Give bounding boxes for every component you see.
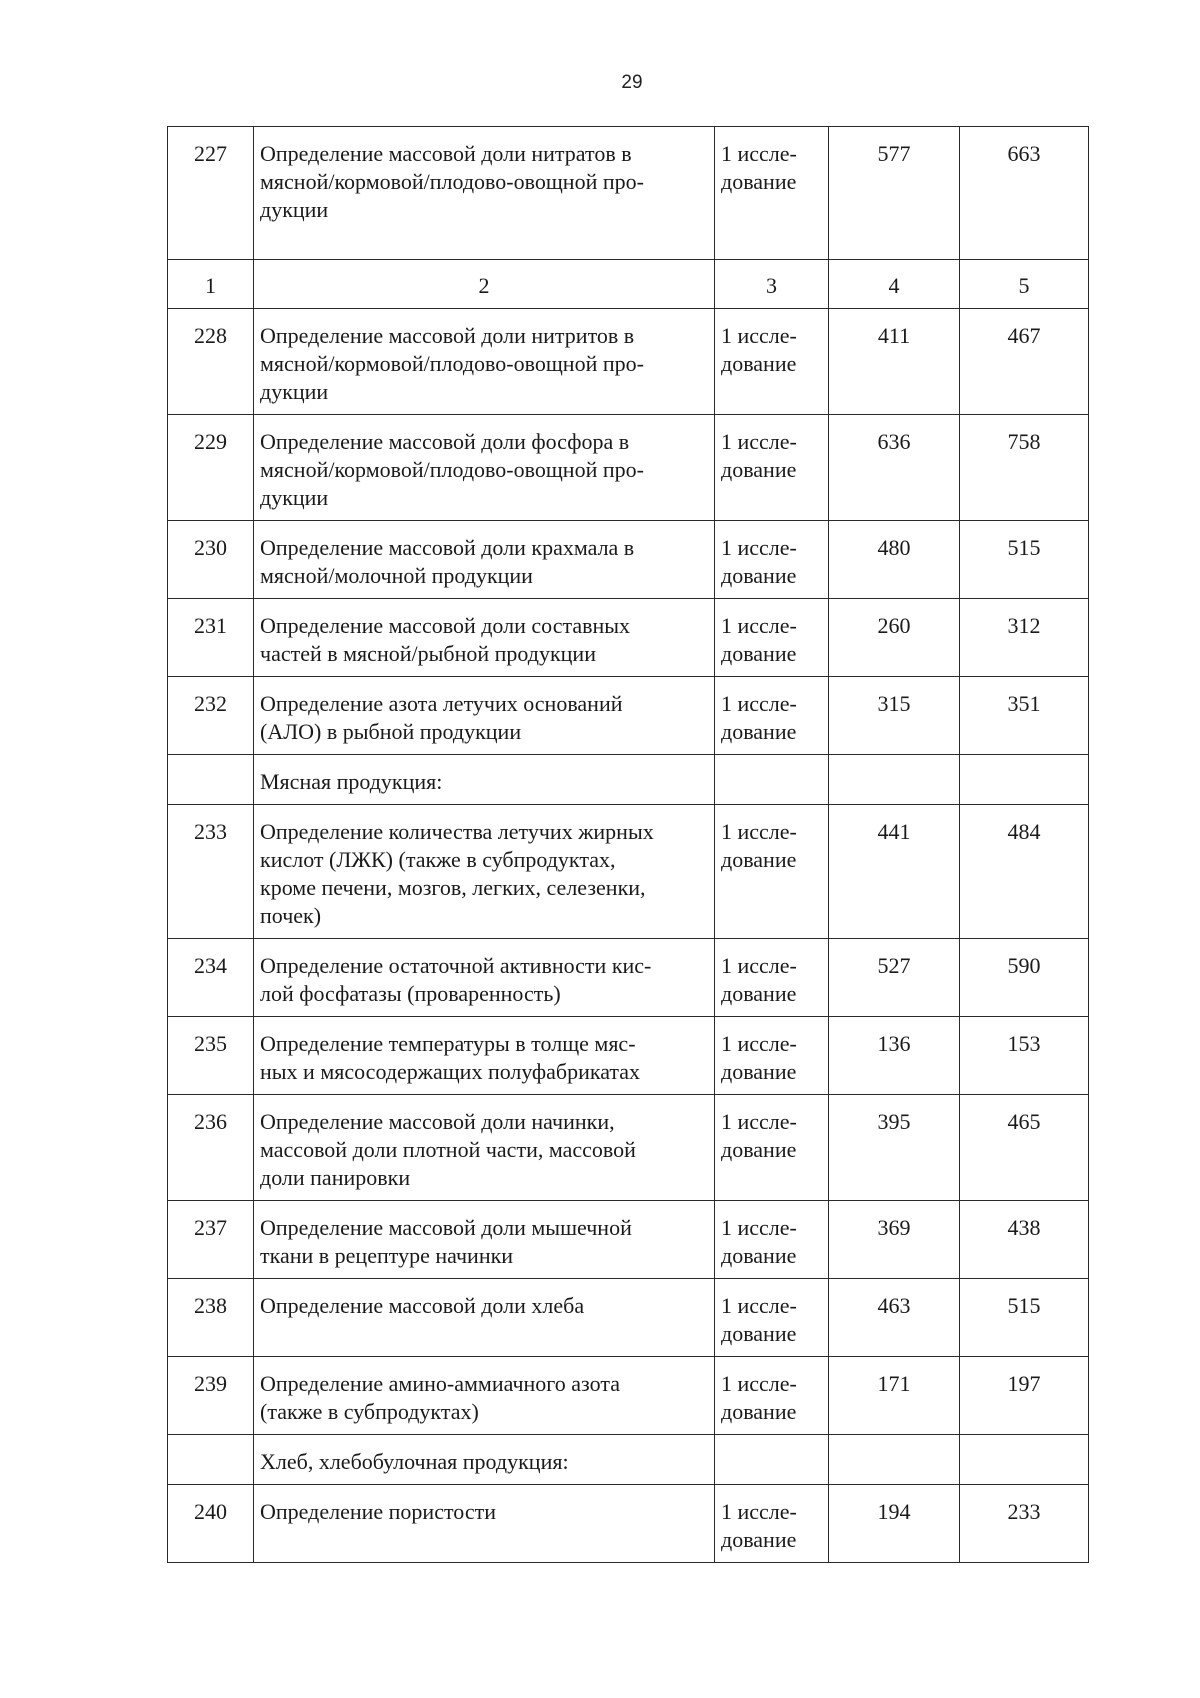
unit	[715, 1435, 829, 1485]
col-number-1: 1	[168, 260, 254, 309]
col-number-4: 4	[829, 260, 960, 309]
section-row	[168, 1435, 1089, 1485]
price-col-5: 758	[960, 415, 1089, 521]
price-col-4: 480	[829, 521, 960, 599]
price-col-5: 312	[960, 599, 1089, 677]
table-row	[168, 521, 1089, 599]
unit	[715, 755, 829, 805]
row-number: 227	[168, 127, 254, 260]
table-row	[168, 309, 1089, 415]
service-description: Определение массовой доли крахмала в мясной/молочной продукции	[254, 521, 715, 599]
price-col-5: 484	[960, 805, 1089, 939]
unit: 1 иссле- дование	[715, 677, 829, 755]
service-description: Определение температуры в толще мяс- ных и мясосодержащих полуфабрикатах	[254, 1017, 715, 1095]
page-number: 29	[621, 72, 643, 93]
price-col-4: 194	[829, 1485, 960, 1563]
table-row	[168, 1279, 1089, 1357]
col-number-5: 5	[960, 260, 1089, 309]
col-number-3: 3	[715, 260, 829, 309]
table-row	[168, 1357, 1089, 1435]
service-description: Определение массовой доли составных частей в мясной/рыбной продукции	[254, 599, 715, 677]
row-number: 235	[168, 1017, 254, 1095]
price-col-4: 577	[829, 127, 960, 260]
table-row	[168, 1017, 1089, 1095]
price-col-4	[829, 755, 960, 805]
unit: 1 иссле- дование	[715, 521, 829, 599]
row-number: 237	[168, 1201, 254, 1279]
row-number: 230	[168, 521, 254, 599]
table-row	[168, 1485, 1089, 1563]
table-row	[168, 805, 1089, 939]
price-col-5: 590	[960, 939, 1089, 1017]
unit: 1 иссле- дование	[715, 1201, 829, 1279]
row-number: 238	[168, 1279, 254, 1357]
table-row	[168, 599, 1089, 677]
unit: 1 иссле- дование	[715, 1279, 829, 1357]
service-description: Определение азота летучих оснований (АЛО) в рыбной продукции	[254, 677, 715, 755]
price-col-5: 197	[960, 1357, 1089, 1435]
price-col-5: 233	[960, 1485, 1089, 1563]
table-row	[168, 127, 1089, 260]
table-row	[168, 677, 1089, 755]
column-number-header-row	[168, 260, 1089, 309]
service-description: Определение массовой доли нитратов в мясной/кормовой/плодово-овощной про- дукции	[254, 127, 715, 260]
table-row	[168, 415, 1089, 521]
unit: 1 иссле- дование	[715, 1095, 829, 1201]
row-number: 233	[168, 805, 254, 939]
service-description: Определение амино-аммиачного азота (также в субпродуктах)	[254, 1357, 715, 1435]
unit: 1 иссле- дование	[715, 1357, 829, 1435]
service-description: Определение массовой доли фосфора в мясной/кормовой/плодово-овощной про- дукции	[254, 415, 715, 521]
price-col-4: 171	[829, 1357, 960, 1435]
row-number: 231	[168, 599, 254, 677]
price-col-5	[960, 755, 1089, 805]
price-col-5: 467	[960, 309, 1089, 415]
unit: 1 иссле- дование	[715, 599, 829, 677]
service-description: Определение массовой доли мышечной ткани в рецептуре начинки	[254, 1201, 715, 1279]
col-number-2: 2	[254, 260, 715, 309]
price-col-4	[829, 1435, 960, 1485]
row-number: 234	[168, 939, 254, 1017]
row-number: 229	[168, 415, 254, 521]
row-number	[168, 1435, 254, 1485]
price-col-4: 369	[829, 1201, 960, 1279]
price-col-5: 153	[960, 1017, 1089, 1095]
table-row	[168, 1201, 1089, 1279]
row-number: 232	[168, 677, 254, 755]
price-col-4: 527	[829, 939, 960, 1017]
section-title: Хлеб, хлебобулочная продукция:	[254, 1435, 715, 1485]
row-number	[168, 755, 254, 805]
unit: 1 иссле- дование	[715, 939, 829, 1017]
service-description: Определение массовой доли хлеба	[254, 1279, 715, 1357]
unit: 1 иссле- дование	[715, 415, 829, 521]
price-col-4: 463	[829, 1279, 960, 1357]
unit: 1 иссле- дование	[715, 127, 829, 260]
unit: 1 иссле- дование	[715, 805, 829, 939]
unit: 1 иссле- дование	[715, 1485, 829, 1563]
price-col-4: 395	[829, 1095, 960, 1201]
unit: 1 иссле- дование	[715, 1017, 829, 1095]
price-col-4: 315	[829, 677, 960, 755]
price-col-5: 515	[960, 521, 1089, 599]
table-row	[168, 1095, 1089, 1201]
row-number: 236	[168, 1095, 254, 1201]
service-description: Определение количества летучих жирных кислот (ЛЖК) (также в субпродуктах, кроме печени, мозгов, легких, селезенки, почек)	[254, 805, 715, 939]
row-number: 239	[168, 1357, 254, 1435]
section-title: Мясная продукция:	[254, 755, 715, 805]
price-col-5: 515	[960, 1279, 1089, 1357]
row-number: 240	[168, 1485, 254, 1563]
price-col-5	[960, 1435, 1089, 1485]
price-col-4: 136	[829, 1017, 960, 1095]
row-number: 228	[168, 309, 254, 415]
price-table	[167, 126, 1089, 1563]
price-col-4: 441	[829, 805, 960, 939]
price-col-4: 636	[829, 415, 960, 521]
service-description: Определение массовой доли начинки, массовой доли плотной части, массовой доли панировки	[254, 1095, 715, 1201]
service-description: Определение остаточной активности кис- лой фосфатазы (проваренность)	[254, 939, 715, 1017]
price-col-5: 438	[960, 1201, 1089, 1279]
price-col-5: 465	[960, 1095, 1089, 1201]
price-col-5: 351	[960, 677, 1089, 755]
price-col-4: 411	[829, 309, 960, 415]
price-col-5: 663	[960, 127, 1089, 260]
service-description: Определение пористости	[254, 1485, 715, 1563]
unit: 1 иссле- дование	[715, 309, 829, 415]
table-row	[168, 939, 1089, 1017]
section-row	[168, 755, 1089, 805]
price-col-4: 260	[829, 599, 960, 677]
service-description: Определение массовой доли нитритов в мясной/кормовой/плодово-овощной про- дукции	[254, 309, 715, 415]
